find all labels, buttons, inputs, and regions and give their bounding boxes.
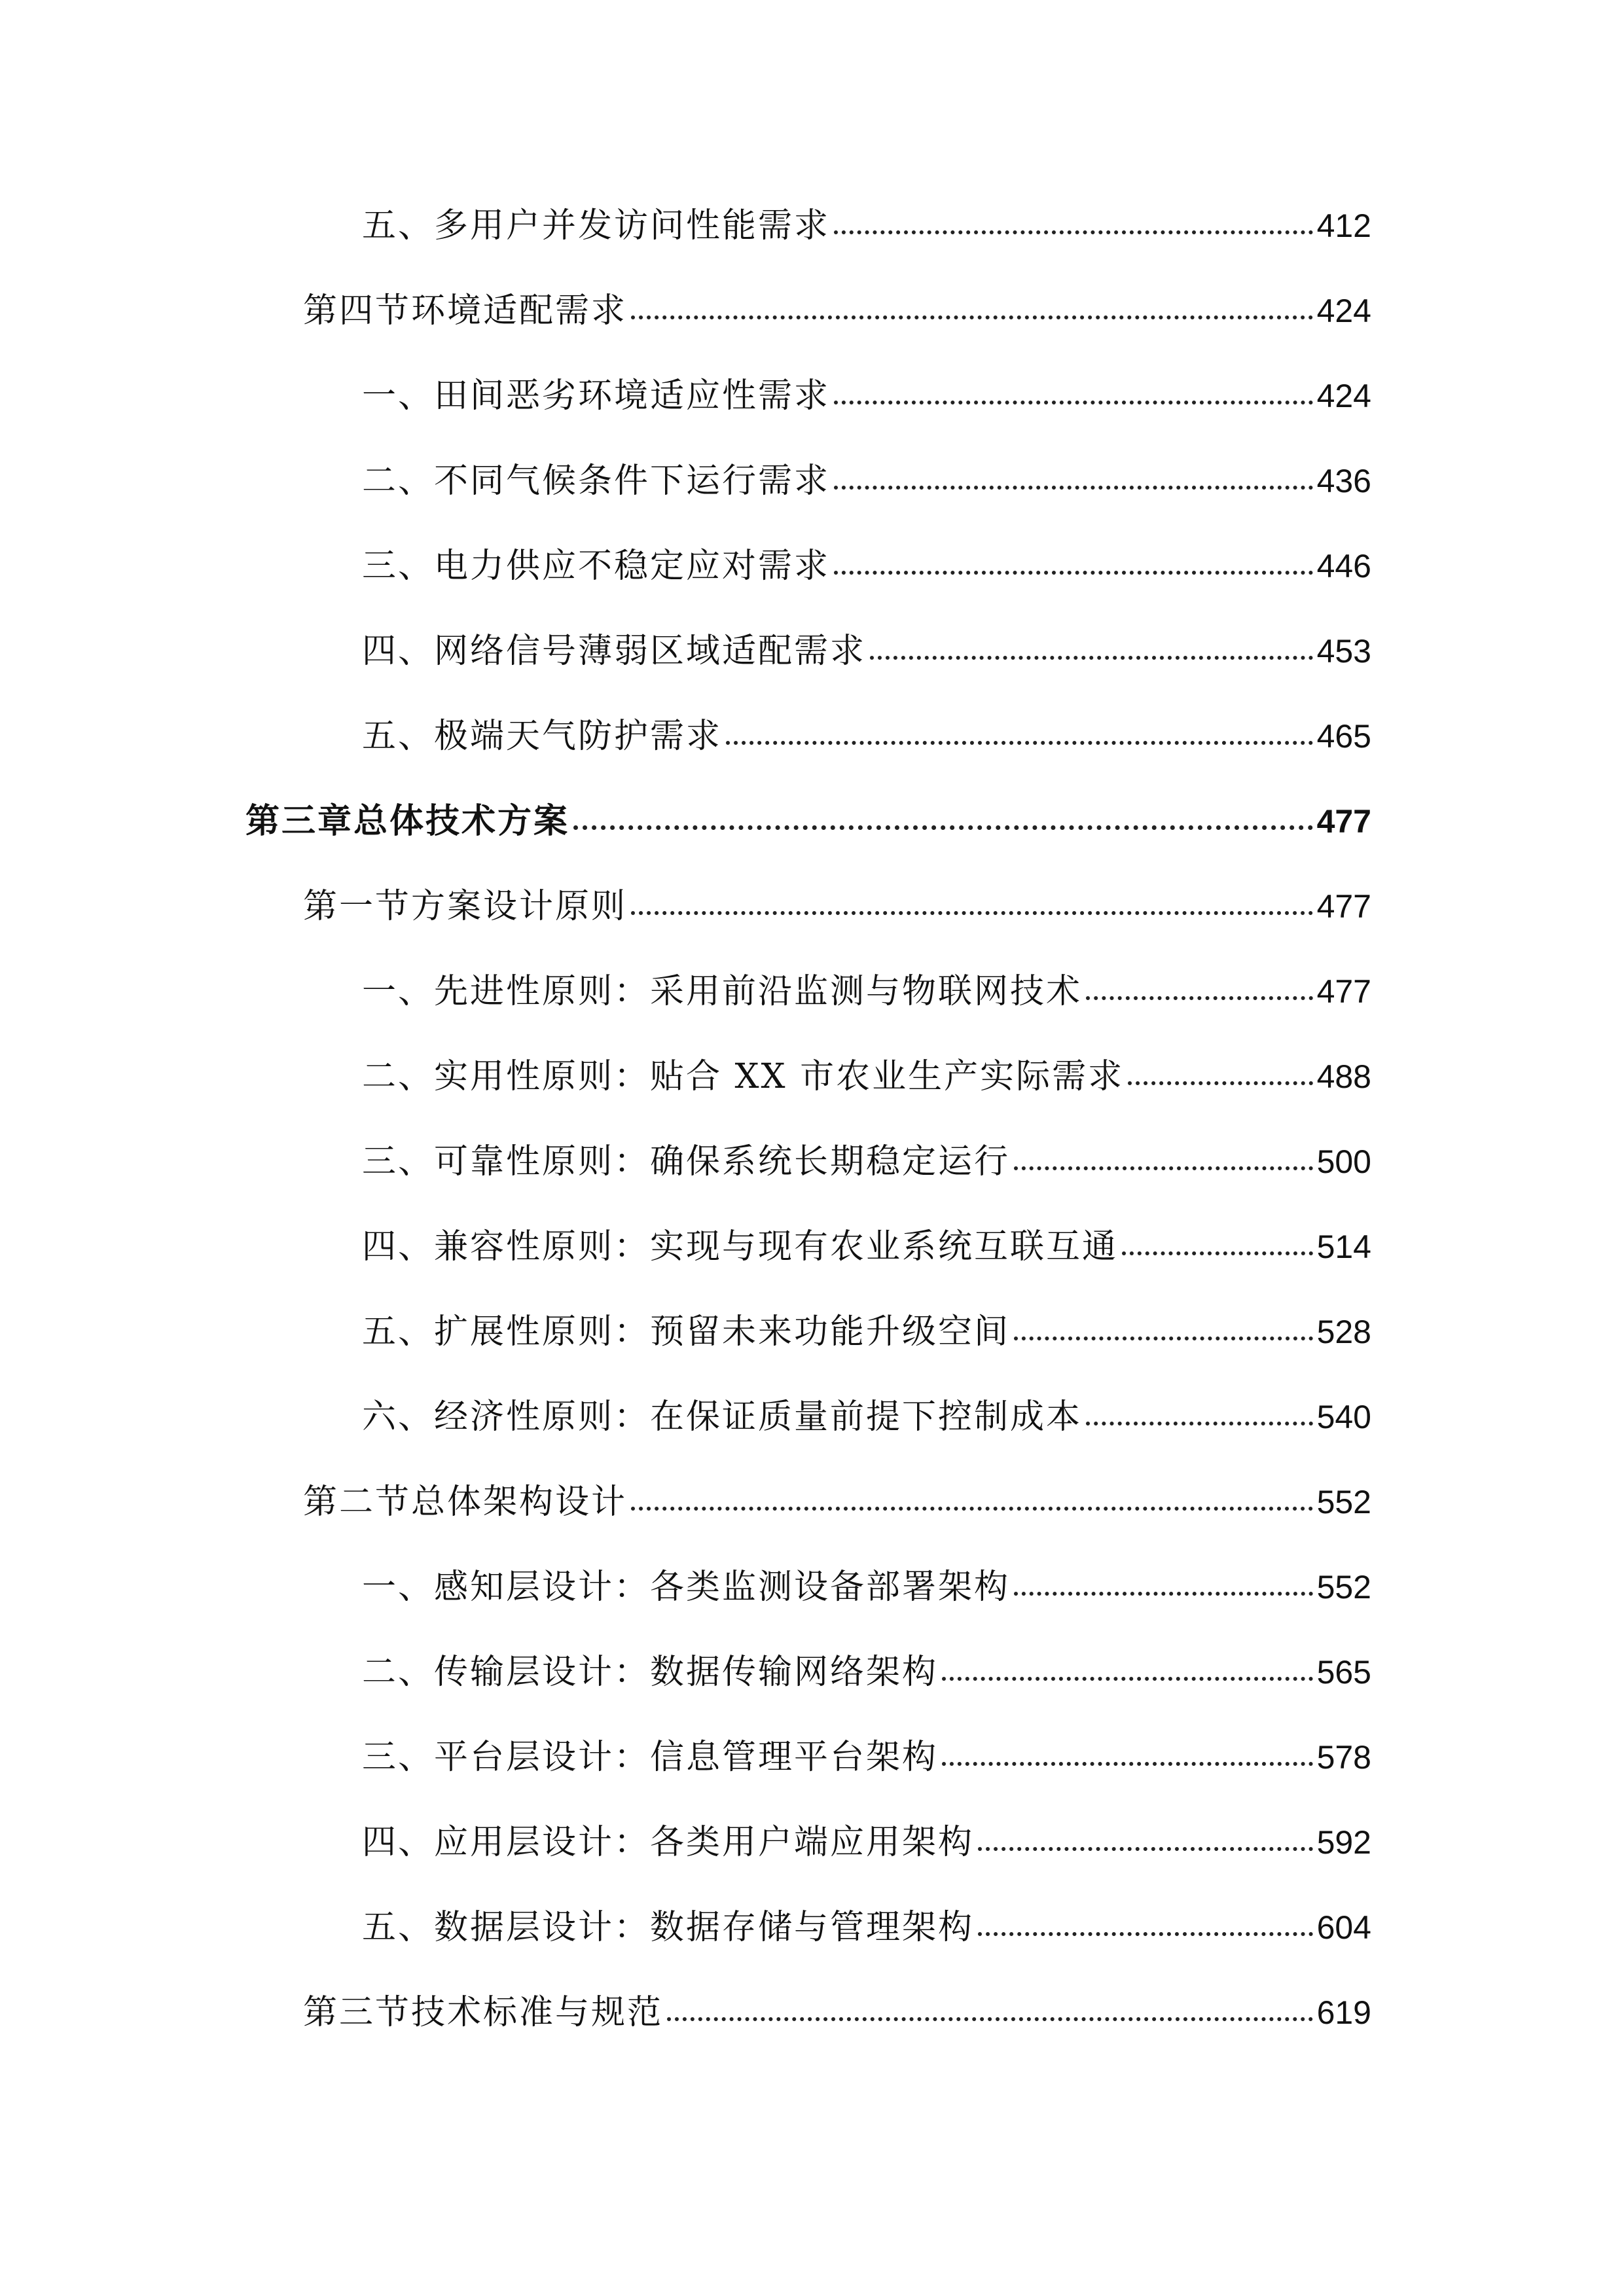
toc-dot-leader [834,571,1313,575]
toc-entry-page: 436 [1316,463,1371,499]
toc-entry[interactable] [362,1643,1371,1702]
toc-dot-leader [1122,1251,1313,1255]
toc-entry-page: 477 [1316,888,1371,925]
toc-entry-page: 488 [1316,1058,1371,1095]
toc-dot-leader [667,2017,1313,2021]
toc-entry-page: 528 [1316,1314,1371,1350]
toc-dot-leader [1086,1422,1313,1426]
toc-entry[interactable] [362,196,1371,255]
toc-dot-leader [1128,1081,1312,1085]
toc-dot-leader [1014,1166,1313,1170]
toc-entry-title: 四、应用层设计：各类用户端应用架构 [362,1823,975,1862]
toc-entry[interactable] [362,1388,1371,1446]
toc-entry-page: 477 [1316,973,1371,1010]
toc-dot-leader [942,1677,1313,1681]
toc-entry-title: 二、不同气候条件下运行需求 [362,461,831,501]
toc-entry-page: 604 [1316,1909,1371,1946]
toc-entry-title: 四、兼容性原则：实现与现有农业系统互联互通 [362,1227,1119,1266]
toc-entry-page: 424 [1316,293,1371,329]
toc-entry-title: 二、传输层设计：数据传输网络架构 [362,1653,939,1692]
toc-entry[interactable] [303,281,1371,340]
toc-entry[interactable] [362,367,1371,425]
toc-dot-leader [1086,996,1313,1000]
toc-entry-title: 四、网络信号薄弱区域适配需求 [362,632,867,671]
toc-entry-title: 五、多用户并发访问性能需求 [362,206,831,245]
toc-entry-page: 465 [1316,718,1371,755]
toc-entry-title: 三、可靠性原则：确保系统长期稳定运行 [362,1142,1011,1181]
toc-entry-page: 592 [1316,1824,1371,1861]
toc-entry[interactable] [362,537,1371,596]
toc-entry[interactable] [303,1983,1371,2042]
toc-entry-title: 五、数据层设计：数据存储与管理架构 [362,1908,975,1947]
toc-dot-leader [978,1932,1313,1936]
toc-entry-title: 第四节环境适配需求 [303,291,628,331]
toc-entry[interactable] [362,1898,1371,1957]
toc-entry[interactable] [362,1132,1371,1191]
toc-entry-page: 424 [1316,378,1371,414]
toc-dot-leader [631,911,1313,915]
toc-dot-leader [870,656,1313,660]
toc-entry-title: 第二节总体架构设计 [303,1482,628,1522]
toc-dot-leader [726,741,1313,745]
toc-entry-page: 552 [1316,1569,1371,1605]
toc-entry-page: 500 [1316,1143,1371,1180]
toc-entry-title: 五、扩展性原则：预留未来功能升级空间 [362,1312,1011,1352]
toc-entry-title: 三、电力供应不稳定应对需求 [362,547,831,586]
toc-entry[interactable] [362,1558,1371,1617]
toc-dot-leader [631,315,1313,319]
toc-entry-page: 565 [1316,1654,1371,1691]
toc-entry[interactable] [362,962,1371,1021]
toc-dot-leader [834,230,1313,234]
toc-entry[interactable] [362,622,1371,681]
toc-entry-page: 453 [1316,633,1371,670]
toc-entry[interactable] [362,1217,1371,1276]
toc-dot-leader [942,1762,1313,1766]
toc-dot-leader [834,401,1313,404]
toc-entry[interactable] [362,1728,1371,1787]
toc-entry[interactable] [303,1473,1371,1532]
toc-entry-page: 552 [1316,1484,1371,1520]
toc-dot-leader [978,1847,1313,1851]
toc-entry-page: 446 [1316,548,1371,584]
toc-entry-title: 五、极端天气防护需求 [362,717,723,756]
toc-entry-title: 一、田间恶劣环境适应性需求 [362,376,831,416]
toc-entry-title: 第三章总体技术方案 [245,801,570,841]
toc-entry-title: 六、经济性原则：在保证质量前提下控制成本 [362,1397,1083,1437]
toc-entry-page: 540 [1316,1399,1371,1435]
toc-dot-leader [834,486,1313,490]
toc-entry-title: 一、感知层设计：各类监测设备部署架构 [362,1568,1011,1607]
toc-entry-page: 578 [1316,1739,1371,1776]
toc-chapter-entry[interactable] [245,792,1371,851]
toc-entry-title: 第三节技术标准与规范 [303,1993,664,2032]
toc-entry[interactable] [362,1302,1371,1361]
toc-entry-title: 三、平台层设计：信息管理平台架构 [362,1738,939,1777]
toc-dot-leader [573,825,1313,830]
toc-entry-page: 412 [1316,207,1371,244]
toc-entry-page: 514 [1316,1229,1371,1265]
toc-entry[interactable] [362,452,1371,511]
toc-entry[interactable] [362,707,1371,766]
toc-entry-page: 619 [1316,1994,1371,2031]
toc-entry[interactable] [303,877,1371,936]
toc-entry[interactable] [362,1047,1371,1106]
toc-entry-page: 477 [1316,803,1371,840]
toc-entry-title: 第一节方案设计原则 [303,887,628,926]
toc-entry-title: 二、实用性原则：贴合 XX 市农业生产实际需求 [362,1057,1125,1096]
toc-dot-leader [1014,1336,1313,1340]
toc-entry-title: 一、先进性原则：采用前沿监测与物联网技术 [362,972,1083,1011]
toc-dot-leader [631,1507,1313,1511]
toc-entry[interactable] [362,1813,1371,1872]
toc-dot-leader [1014,1592,1313,1596]
